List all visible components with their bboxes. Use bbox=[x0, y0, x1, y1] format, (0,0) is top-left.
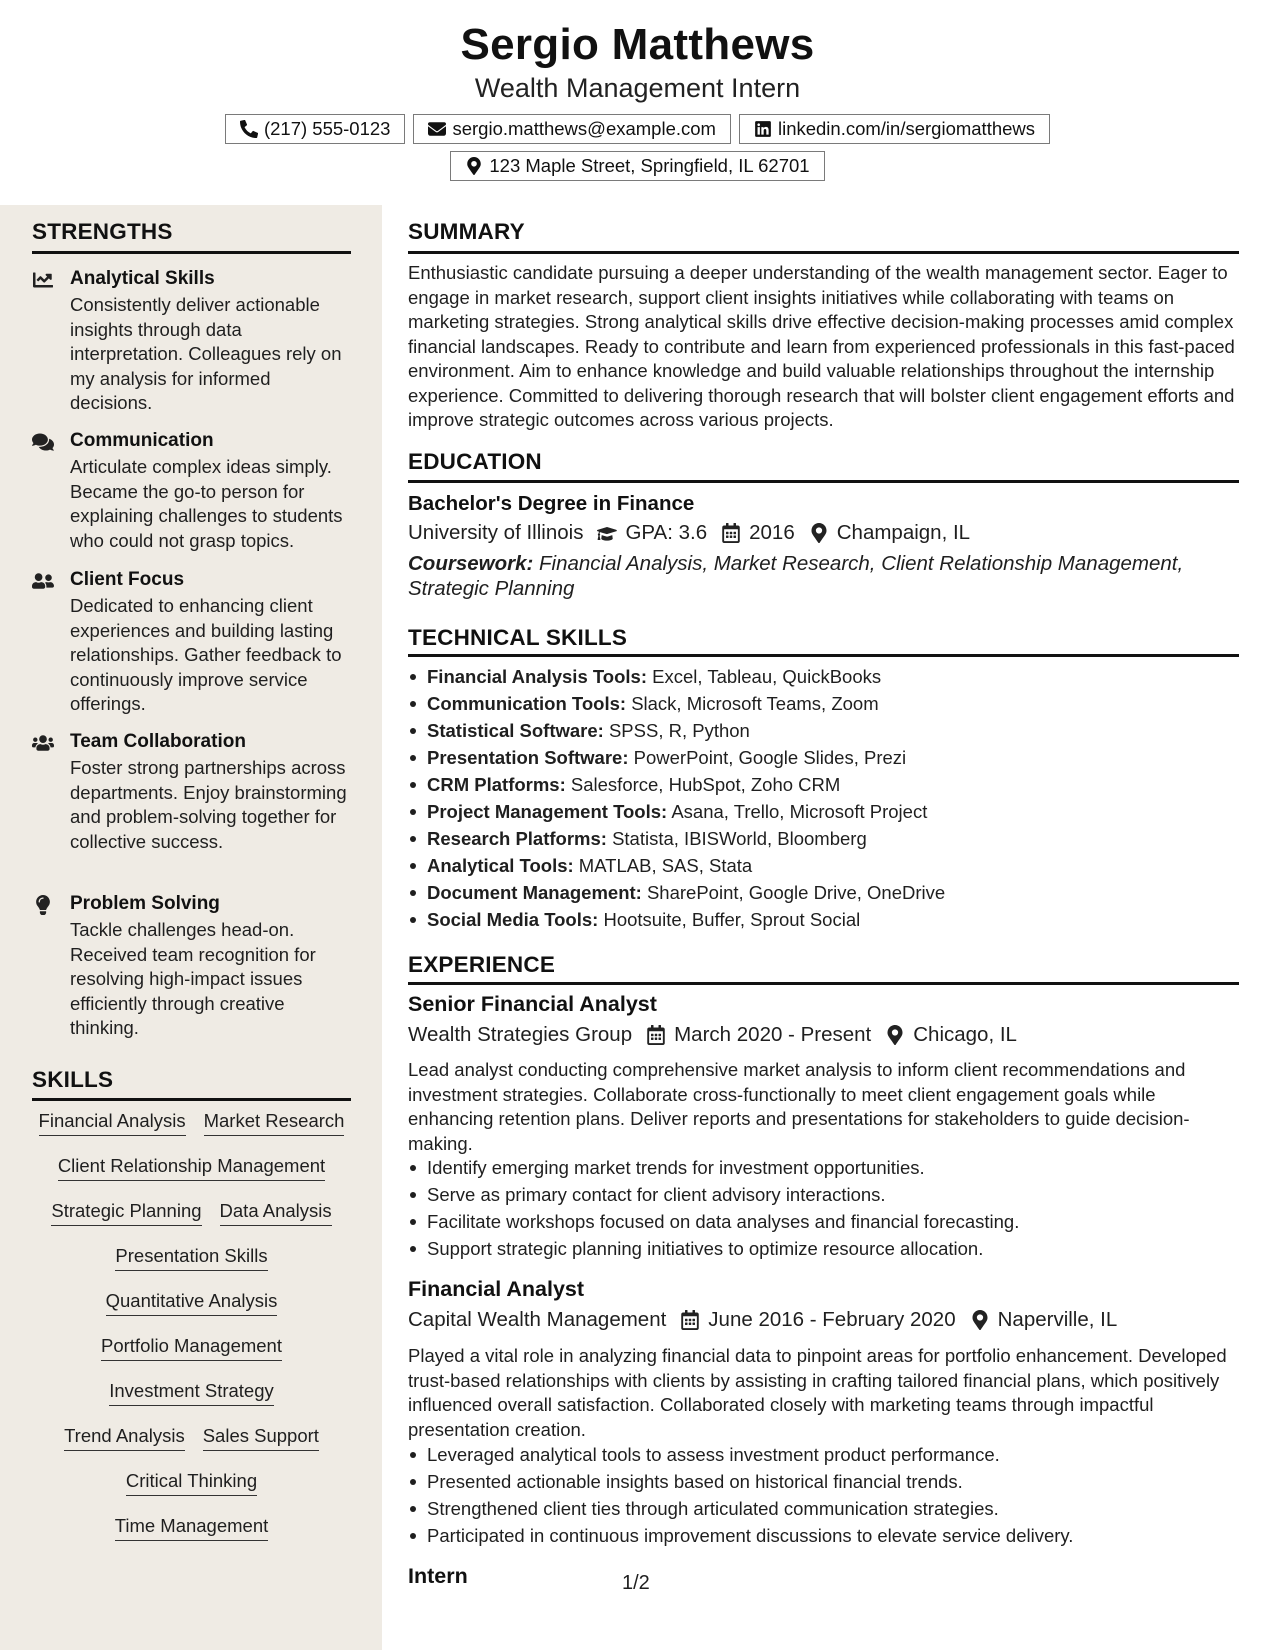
phone-text: (217) 555-0123 bbox=[263, 118, 391, 139]
skills-divider bbox=[32, 1098, 351, 1101]
experience-heading: EXPERIENCE bbox=[408, 952, 556, 977]
strength-description: Tackle challenges head-on. Received team recognition for resolving high-impact issues efficiently through creative thinking. bbox=[70, 919, 316, 1038]
strength-title: Team Collaboration bbox=[70, 731, 246, 752]
list-item: Statistical Software: SPSS, R, Python bbox=[408, 718, 1240, 745]
skill-tag: Client Relationship Management bbox=[58, 1153, 325, 1181]
job-location: Chicago, IL bbox=[913, 1023, 1017, 1046]
list-item: Financial Analysis Tools: Excel, Tableau, QuickBooks bbox=[408, 664, 1240, 691]
school-location: Champaign, IL bbox=[836, 521, 971, 544]
linkedin-icon bbox=[754, 120, 772, 138]
strength-title: Analytical Skills bbox=[70, 268, 215, 289]
skills-list bbox=[32, 1108, 351, 1558]
map-marker-icon bbox=[970, 1310, 990, 1330]
phone-icon bbox=[240, 120, 258, 138]
graduation-cap-icon bbox=[597, 523, 617, 543]
strength-title: Problem Solving bbox=[70, 893, 220, 914]
skill-tag: Market Research bbox=[204, 1108, 345, 1136]
experience-divider bbox=[408, 982, 1239, 985]
linkedin-text: linkedin.com/in/sergiomatthews bbox=[777, 118, 1036, 139]
skill-tag: Portfolio Management bbox=[101, 1333, 282, 1361]
strength-title: Communication bbox=[70, 430, 214, 451]
strength-description: Consistently deliver actionable insights through data interpretation. Colleagues rely on my analysis for informed decisions. bbox=[70, 294, 342, 413]
strength-item bbox=[32, 430, 352, 555]
degree-title: Bachelor's Degree in Finance bbox=[408, 492, 695, 515]
map-marker-icon bbox=[809, 523, 829, 543]
list-item: Analytical Tools: MATLAB, SAS, Stata bbox=[408, 853, 1240, 880]
job-bullets bbox=[408, 1442, 1240, 1550]
skill-row bbox=[32, 1333, 351, 1378]
job-title: Financial Analyst bbox=[408, 1277, 585, 1301]
lightbulb-icon bbox=[32, 895, 54, 915]
job-dates: March 2020 - Present bbox=[674, 1023, 872, 1046]
graduation-year: 2016 bbox=[749, 521, 795, 544]
list-item: Strengthened client ties through articulated communication strategies. bbox=[408, 1496, 1240, 1523]
strength-item bbox=[32, 731, 352, 881]
strength-item bbox=[32, 268, 352, 418]
users-icon bbox=[32, 733, 54, 753]
strength-title: Client Focus bbox=[70, 569, 185, 590]
email-contact[interactable] bbox=[413, 114, 731, 144]
skill-row bbox=[32, 1108, 351, 1153]
list-item: Facilitate workshops focused on data analyses and financial forecasting. bbox=[408, 1209, 1240, 1236]
strengths-heading: STRENGTHS bbox=[32, 219, 173, 244]
chart-line-icon bbox=[32, 270, 54, 290]
skill-row bbox=[32, 1513, 351, 1558]
map-marker-icon bbox=[465, 157, 483, 175]
skill-tag: Data Analysis bbox=[220, 1198, 332, 1226]
skill-row bbox=[32, 1198, 351, 1243]
skill-row bbox=[32, 1153, 351, 1198]
list-item: Identify emerging market trends for investment opportunities. bbox=[408, 1155, 1240, 1182]
summary-divider bbox=[408, 251, 1239, 254]
strengths-divider bbox=[32, 251, 351, 254]
calendar-icon bbox=[721, 523, 741, 543]
skill-row bbox=[32, 1288, 351, 1333]
envelope-icon bbox=[428, 120, 446, 138]
comments-icon bbox=[32, 432, 54, 452]
skill-row bbox=[32, 1423, 351, 1468]
skill-tag: Trend Analysis bbox=[64, 1423, 185, 1451]
job-title: Intern bbox=[408, 1564, 468, 1588]
list-item: CRM Platforms: Salesforce, HubSpot, Zoho CRM bbox=[408, 772, 1240, 799]
map-marker-icon bbox=[885, 1025, 905, 1045]
user-friends-icon bbox=[32, 571, 54, 591]
page-indicator: 1/2 bbox=[622, 1572, 650, 1594]
linkedin-contact[interactable] bbox=[739, 114, 1050, 144]
list-item: Presented actionable insights based on historical financial trends. bbox=[408, 1469, 1240, 1496]
list-item: Communication Tools: Slack, Microsoft Teams, Zoom bbox=[408, 691, 1240, 718]
skill-tag: Critical Thinking bbox=[126, 1468, 257, 1496]
job-description: Lead analyst conducting comprehensive market analysis to inform client recommendations and investment strategies. Collaborate cross-functionally to meet client engagement goals while enhancing retention plans. Deliver reports and presentations for stakeholders to guide decision-making. bbox=[408, 1059, 1190, 1154]
skill-tag: Presentation Skills bbox=[115, 1243, 267, 1271]
list-item: Leveraged analytical tools to assess investment product performance. bbox=[408, 1442, 1240, 1469]
skill-tag: Time Management bbox=[115, 1513, 269, 1541]
email-text: sergio.matthews@example.com bbox=[452, 118, 716, 139]
education-heading: EDUCATION bbox=[408, 449, 542, 474]
summary-text: Enthusiastic candidate pursuing a deeper understanding of the wealth management sector. Eager to engage in market research, support client insights initiatives while collaborating with teams on marketing strategies. Strong analytical skills drive effective decision-making processes amid complex financial landscapes. Ready to contribute and learn from experienced professionals in this fast-paced environment. Aim to enhance knowledge and build valuable relationships throughout the internship experience. Committed to delivering thorough research that will bolster client engagement efforts and improve strategic outcomes across various projects. bbox=[408, 262, 1235, 430]
school-name: University of Illinois bbox=[408, 521, 584, 544]
skill-tag: Financial Analysis bbox=[39, 1108, 186, 1136]
list-item: Presentation Software: PowerPoint, Google Slides, Prezi bbox=[408, 745, 1240, 772]
skill-tag: Investment Strategy bbox=[109, 1378, 274, 1406]
candidate-name: Sergio Matthews bbox=[460, 20, 815, 69]
skill-tag: Sales Support bbox=[203, 1423, 319, 1451]
coursework-label: Coursework: bbox=[408, 552, 534, 575]
skill-tag: Strategic Planning bbox=[51, 1198, 201, 1226]
gpa-text: GPA: 3.6 bbox=[625, 521, 708, 544]
skills-heading: SKILLS bbox=[32, 1067, 114, 1092]
contact-row-address bbox=[0, 151, 1275, 181]
list-item: Document Management: SharePoint, Google Drive, OneDrive bbox=[408, 880, 1240, 907]
technical-skills-heading: TECHNICAL SKILLS bbox=[408, 625, 628, 650]
list-item: Project Management Tools: Asana, Trello, Microsoft Project bbox=[408, 799, 1240, 826]
coursework-list: Financial Analysis, Market Research, Client Relationship Management, Strategic Planning bbox=[408, 552, 1184, 600]
list-item: Participated in continuous improvement discussions to elevate service delivery. bbox=[408, 1523, 1240, 1550]
phone-contact[interactable] bbox=[225, 114, 406, 144]
list-item: Social Media Tools: Hootsuite, Buffer, Sprout Social bbox=[408, 907, 1240, 934]
strength-item bbox=[32, 569, 352, 719]
job-meta bbox=[408, 1308, 1117, 1332]
company-name: Capital Wealth Management bbox=[408, 1308, 667, 1331]
strength-description: Dedicated to enhancing client experiences and building lasting relationships. Gather feedback to continuously improve service offerings. bbox=[70, 595, 342, 714]
company-name: Wealth Strategies Group bbox=[408, 1023, 633, 1046]
coursework bbox=[408, 552, 1240, 601]
list-item: Serve as primary contact for client advisory interactions. bbox=[408, 1182, 1240, 1209]
skill-row bbox=[32, 1378, 351, 1423]
list-item: Support strategic planning initiatives to optimize resource allocation. bbox=[408, 1236, 1240, 1263]
job-meta bbox=[408, 1023, 1017, 1047]
list-item: Research Platforms: Statista, IBISWorld, Bloomberg bbox=[408, 826, 1240, 853]
calendar-icon bbox=[646, 1025, 666, 1045]
job-bullets bbox=[408, 1155, 1240, 1263]
technical-skills-divider bbox=[408, 654, 1239, 657]
skill-row bbox=[32, 1243, 351, 1288]
calendar-icon bbox=[680, 1310, 700, 1330]
strength-description: Foster strong partnerships across departments. Enjoy brainstorming and problem-solving together for collective success. bbox=[70, 757, 347, 852]
strength-item bbox=[32, 893, 352, 1043]
candidate-role: Wealth Management Intern bbox=[474, 73, 801, 103]
job-dates: June 2016 - February 2020 bbox=[708, 1308, 956, 1331]
education-meta bbox=[408, 521, 970, 545]
address-text: 123 Maple Street, Springfield, IL 62701 bbox=[489, 155, 810, 176]
strength-description: Articulate complex ideas simply. Became the go-to person for explaining challenges to students who could not grasp topics. bbox=[70, 456, 343, 551]
skill-tag: Quantitative Analysis bbox=[106, 1288, 278, 1316]
job-title: Senior Financial Analyst bbox=[408, 992, 657, 1016]
address-contact bbox=[450, 151, 824, 181]
summary-heading: SUMMARY bbox=[408, 219, 525, 244]
contact-row bbox=[0, 114, 1275, 144]
resume-header bbox=[0, 0, 1275, 205]
technical-skills-list bbox=[408, 664, 1240, 934]
education-divider bbox=[408, 480, 1239, 483]
job-description: Played a vital role in analyzing financial data to pinpoint areas for portfolio enhancement. Developed trust-based relationships with clients by assisting in crafting tailored financial plans, which positively influenced overall satisfaction. Collaborated closely with marketing teams through impactful presentation creation. bbox=[408, 1345, 1227, 1440]
skill-row bbox=[32, 1468, 351, 1513]
job-location: Naperville, IL bbox=[997, 1308, 1118, 1331]
